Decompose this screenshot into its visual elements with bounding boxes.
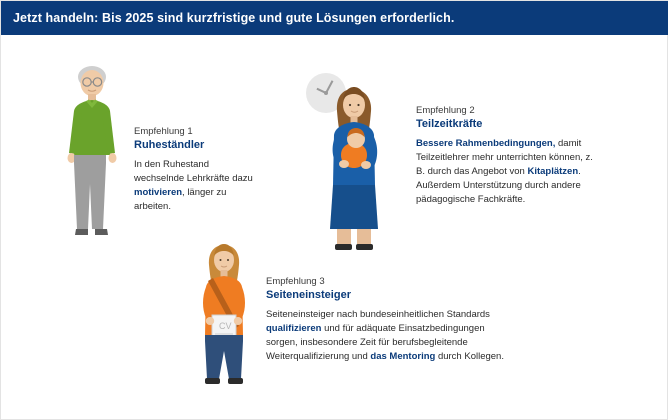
recommendation-3-title: Seiteneinsteiger: [266, 289, 351, 301]
recommendation-3: [266, 275, 516, 364]
retiree-person-illustration: [57, 61, 127, 241]
recommendation-3-body: Seiteneinsteiger nach bundeseinheitlichen Standards qualifizieren und für adäquate Einsatzbedingungen sorgen, insbesondere Zeit für berufsbegleitende Weiterqualifizierung und das Mentoring durch Kollegen.: [266, 309, 504, 362]
recommendation-2: [416, 104, 602, 207]
career-changer-with-cv-illustration: [186, 241, 262, 391]
recommendation-3-label: Empfehlung 3: [266, 276, 325, 287]
cv-document-label: CV: [219, 321, 232, 331]
recommendation-2-title: Teilzeitkräfte: [416, 118, 483, 130]
page-title: Jetzt handeln: Bis 2025 sind kurzfristige und gute Lösungen erforderlich.: [13, 11, 455, 25]
recommendation-1-label: Empfehlung 1: [134, 126, 193, 137]
recommendation-1: [134, 125, 254, 214]
recommendation-1-body: In den Ruhestand wechselnde Lehrkräfte dazu motivieren, länger zu arbeiten.: [134, 159, 253, 212]
header-banner: [1, 1, 668, 35]
part-time-teacher-with-child-illustration: [321, 81, 407, 251]
recommendation-2-body: Bessere Rahmenbedingungen, damit Teilzeitlehrer mehr unterrichten können, z. B. durch das Angebot von Kitaplätzen. Außerdem Unterstützung durch andere pädagogische Fachkräfte.: [416, 138, 593, 205]
recommendation-2-label: Empfehlung 2: [416, 105, 475, 116]
recommendation-1-title: Ruheständler: [134, 139, 205, 151]
